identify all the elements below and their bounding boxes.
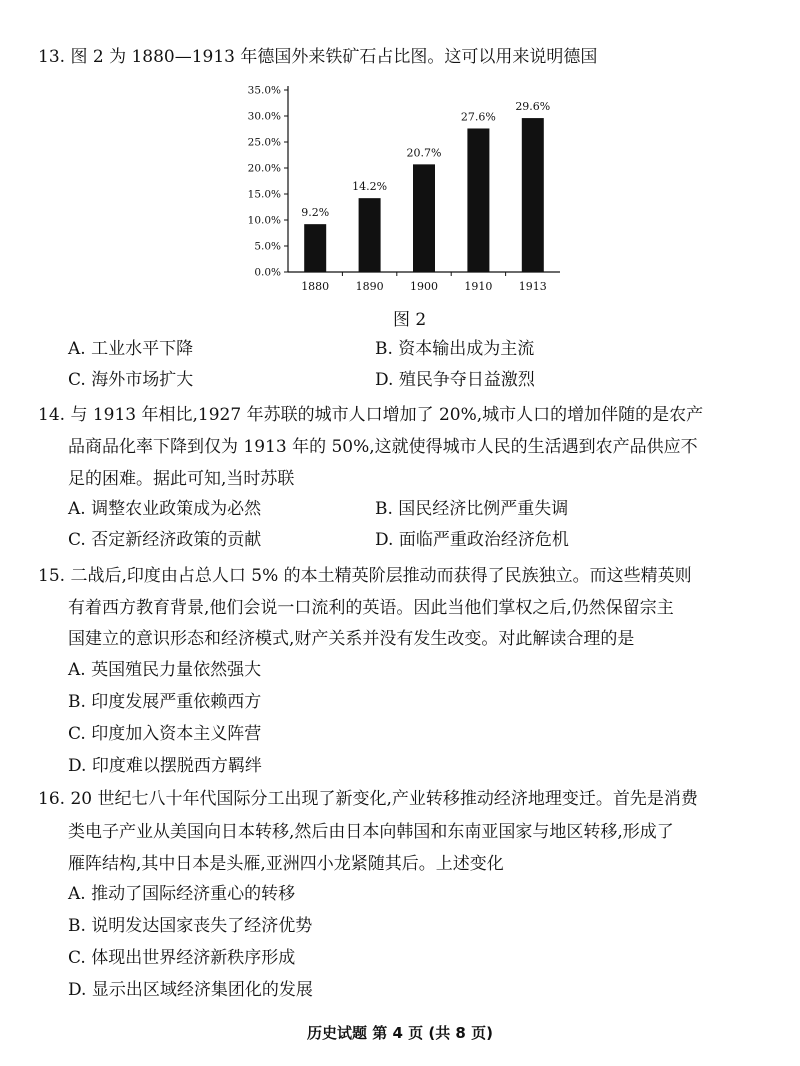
q15-line-3: 国建立的意识形态和经济模式,财产关系并没有发生改变。对此解读合理的是 bbox=[68, 629, 635, 649]
bar-value-label: 14.2% bbox=[352, 180, 388, 194]
bar bbox=[359, 198, 381, 272]
figure-caption: 图 2 bbox=[393, 310, 427, 330]
x-tick-label: 1890 bbox=[355, 280, 384, 293]
q15-line-2: 有着西方教育背景,他们会说一口流利的英语。因此当他们掌权之后,仍然保留宗主 bbox=[68, 598, 674, 618]
x-tick-label: 1910 bbox=[464, 280, 493, 293]
y-tick-label: 25.0% bbox=[247, 136, 281, 149]
bar-value-label: 9.2% bbox=[301, 206, 330, 220]
q14-option-d: D. 面临严重政治经济危机 bbox=[375, 530, 569, 550]
y-tick-label: 0.0% bbox=[254, 266, 281, 279]
q14-line-3: 足的困难。据此可知,当时苏联 bbox=[68, 469, 295, 489]
y-tick-label: 35.0% bbox=[247, 84, 281, 97]
bar bbox=[522, 118, 544, 272]
q15-option-d: D. 印度难以摆脱西方羁绊 bbox=[68, 756, 262, 776]
y-tick-label: 15.0% bbox=[247, 188, 281, 201]
bar-value-label: 20.7% bbox=[406, 146, 442, 160]
chart-x-ticks bbox=[301, 272, 547, 293]
bar bbox=[467, 128, 489, 272]
q16-option-c: C. 体现出世界经济新秩序形成 bbox=[68, 948, 296, 968]
page-footer: 历史试题 第 4 页 (共 8 页) bbox=[307, 1024, 493, 1042]
q16-line-1: 16. 20 世纪七八十年代国际分工出现了新变化,产业转移推动经济地理变迁。首先是消费 bbox=[38, 789, 698, 809]
q13-option-d: D. 殖民争夺日益激烈 bbox=[375, 370, 535, 390]
bar bbox=[413, 164, 435, 272]
q13-stem: 13. 图 2 为 1880—1913 年德国外来铁矿石占比图。这可以用来说明德国 bbox=[38, 47, 598, 67]
bar-chart bbox=[230, 78, 570, 300]
q14-option-a: A. 调整农业政策成为必然 bbox=[68, 499, 262, 519]
chart-bars bbox=[304, 118, 544, 272]
x-tick-label: 1880 bbox=[301, 280, 330, 293]
q15-option-c: C. 印度加入资本主义阵营 bbox=[68, 724, 262, 744]
q14-line-2: 品商品化率下降到仅为 1913 年的 50%,这就使得城市人民的生活遇到农产品供应不 bbox=[68, 437, 698, 457]
q16-line-2: 类电子产业从美国向日本转移,然后由日本向韩国和东南亚国家与地区转移,形成了 bbox=[68, 822, 674, 842]
q14-option-b: B. 国民经济比例严重失调 bbox=[375, 499, 569, 519]
q14-line-1: 14. 与 1913 年相比,1927 年苏联的城市人口增加了 20%,城市人口的增加伴随的是农产 bbox=[38, 405, 704, 425]
q13-option-a: A. 工业水平下降 bbox=[68, 339, 194, 359]
q16-option-d: D. 显示出区域经济集团化的发展 bbox=[68, 980, 313, 1000]
q15-line-1: 15. 二战后,印度由占总人口 5% 的本土精英阶层推动而获得了民族独立。而这些精英则 bbox=[38, 566, 692, 586]
x-tick-label: 1900 bbox=[410, 280, 438, 293]
y-tick-label: 5.0% bbox=[254, 240, 281, 253]
q15-option-b: B. 印度发展严重依赖西方 bbox=[68, 692, 262, 712]
x-tick-label: 1913 bbox=[518, 280, 547, 293]
y-tick-label: 10.0% bbox=[247, 214, 281, 227]
bar-value-label: 29.6% bbox=[515, 100, 551, 114]
q16-option-a: A. 推动了国际经济重心的转移 bbox=[68, 884, 296, 904]
bar bbox=[304, 224, 326, 272]
q13-option-c: C. 海外市场扩大 bbox=[68, 370, 194, 390]
q14-option-c: C. 否定新经济政策的贡献 bbox=[68, 530, 262, 550]
bar-value-label: 27.6% bbox=[460, 110, 496, 124]
q13-option-b: B. 资本输出成为主流 bbox=[375, 339, 535, 359]
y-tick-label: 20.0% bbox=[247, 162, 281, 175]
q16-line-3: 雁阵结构,其中日本是头雁,亚洲四小龙紧随其后。上述变化 bbox=[68, 854, 504, 874]
q15-option-a: A. 英国殖民力量依然强大 bbox=[68, 660, 262, 680]
y-tick-label: 30.0% bbox=[247, 110, 281, 123]
q16-option-b: B. 说明发达国家丧失了经济优势 bbox=[68, 916, 313, 936]
chart-y-ticks bbox=[248, 85, 288, 279]
